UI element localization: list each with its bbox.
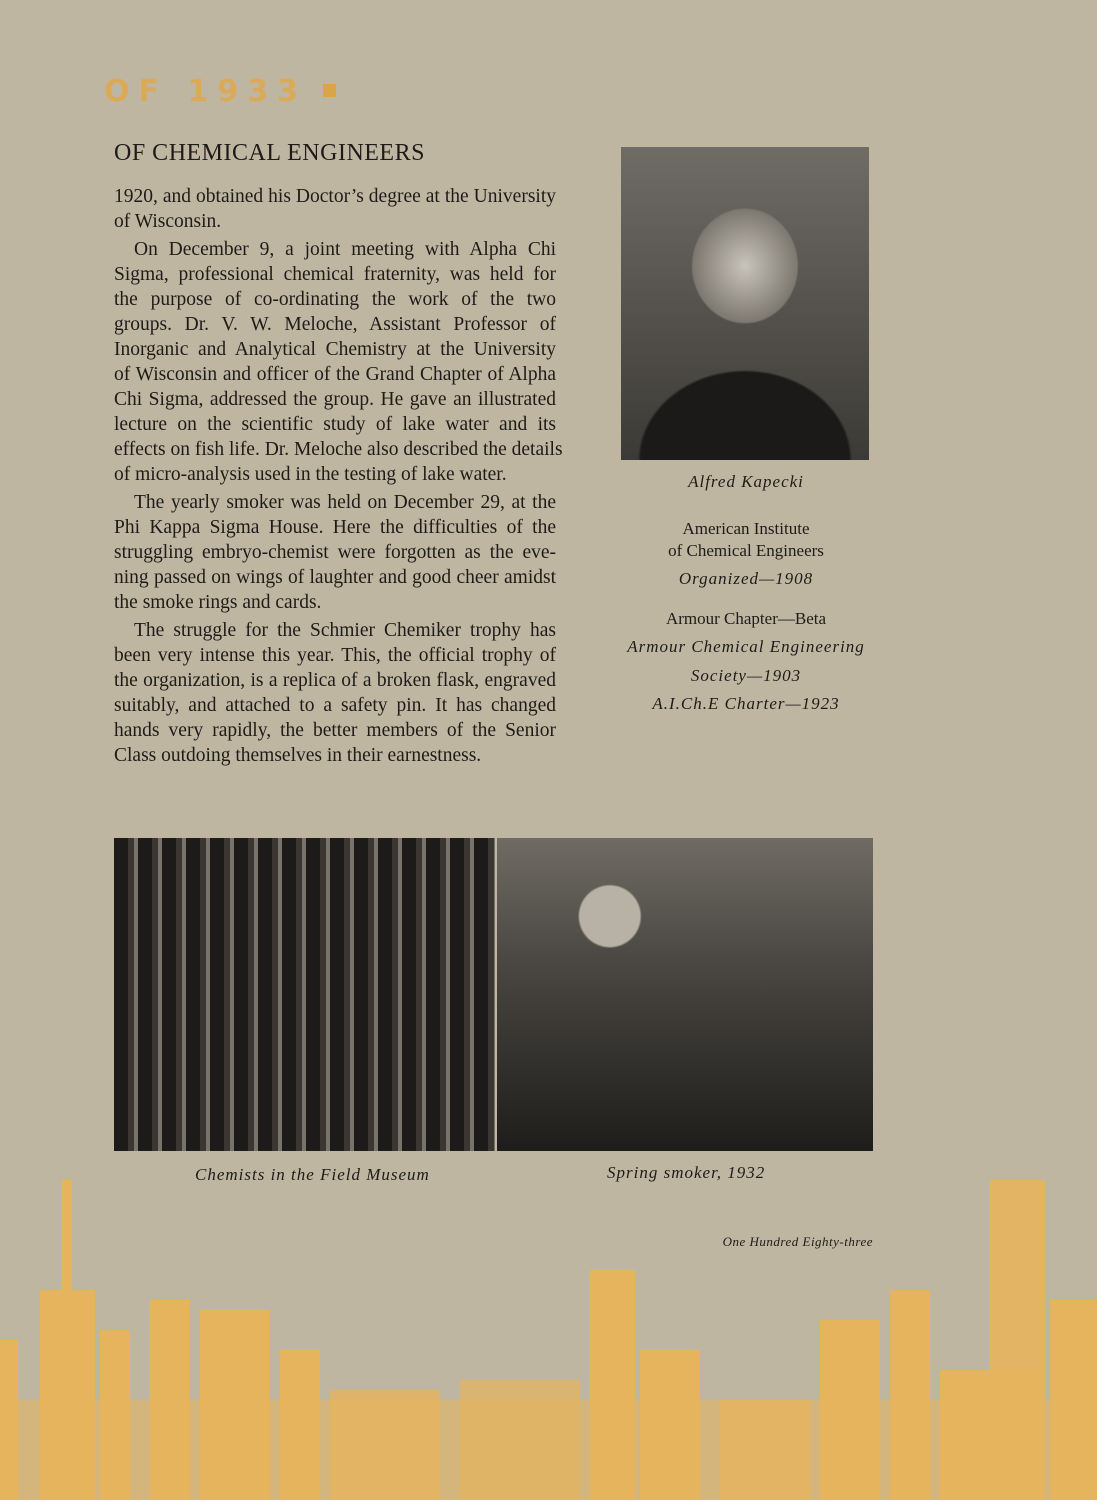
page-title: OF CHEMICAL ENGINEERS bbox=[114, 140, 425, 166]
text-line: the organization, is a replica of a broken flask, engraved bbox=[114, 670, 556, 691]
society-line-1: Armour Chemical Engineering bbox=[627, 637, 865, 656]
text-line: suitably, and attached to a safety pin. It has changed bbox=[114, 695, 556, 716]
body-text bbox=[114, 184, 563, 771]
text-line: Chi Sigma, addressed the group. He gave an illustrated bbox=[114, 389, 556, 410]
charter: A.I.Ch.E Charter—1923 bbox=[652, 694, 840, 713]
paragraph bbox=[114, 237, 563, 487]
organized-date: Organized—1908 bbox=[678, 569, 814, 588]
text-line: The struggle for the Schmier Chemiker trophy has bbox=[134, 620, 556, 641]
left-photo-caption: Chemists in the Field Museum bbox=[195, 1165, 430, 1184]
text-line: struggling embryo-chemist were forgotten as the eve- bbox=[114, 542, 556, 563]
text-line: of micro-analysis used in the testing of lake water. bbox=[114, 464, 507, 485]
paragraph bbox=[114, 184, 556, 234]
text-line: the smoke rings and cards. bbox=[114, 592, 322, 613]
text-line: of Wisconsin. bbox=[114, 211, 222, 232]
org-line-2: of Chemical Engineers bbox=[668, 541, 824, 560]
text-line: Phi Kappa Sigma House. Here the difficulties of the bbox=[114, 517, 556, 538]
text-line: Class outdoing themselves in their earnestness. bbox=[114, 745, 482, 766]
text-line: On December 9, a joint meeting with Alpha Chi bbox=[134, 239, 556, 260]
text-line: groups. Dr. V. W. Meloche, Assistant Professor of bbox=[114, 314, 556, 335]
portrait-photo bbox=[621, 147, 869, 460]
text-line: of Wisconsin and officer of the Grand Chapter of Alpha bbox=[114, 364, 556, 385]
page-number: One Hundred Eighty-three bbox=[722, 1234, 873, 1249]
text-line: been very intense this year. This, the official trophy of bbox=[114, 645, 556, 666]
text-line: Sigma, professional chemical fraternity, was held for bbox=[114, 264, 556, 285]
text-line: lecture on the scientific study of lake water and its bbox=[114, 414, 556, 435]
text-line: ning passed on wings of laughter and good cheer amidst bbox=[114, 567, 556, 588]
paragraph bbox=[114, 618, 556, 768]
skyline-illustration bbox=[0, 1180, 1097, 1500]
text-line: Inorganic and Analytical Chemistry at the University bbox=[114, 339, 556, 360]
square-ornament bbox=[323, 84, 336, 97]
text-line: 1920, and obtained his Doctor’s degree at the University bbox=[114, 186, 556, 207]
running-head-text: OF 1933 bbox=[104, 74, 307, 109]
org-line-1: American Institute bbox=[682, 519, 810, 538]
paragraph bbox=[114, 490, 556, 615]
spring-smoker-photo bbox=[497, 838, 873, 1151]
right-photo-caption: Spring smoker, 1932 bbox=[607, 1163, 766, 1182]
text-line: effects on fish life. Dr. Meloche also described the details bbox=[114, 439, 563, 460]
field-museum-photo bbox=[114, 838, 495, 1151]
text-line: The yearly smoker was held on December 29, at the bbox=[134, 492, 556, 513]
portrait-caption: Alfred Kapecki bbox=[688, 472, 804, 491]
running-head bbox=[104, 74, 336, 109]
chapter: Armour Chapter—Beta bbox=[665, 609, 827, 628]
text-line: hands very rapidly, the better members of the Senior bbox=[114, 720, 556, 741]
text-line: the purpose of co-ordinating the work of the two bbox=[114, 289, 556, 310]
society-line-2: Society—1903 bbox=[690, 666, 802, 685]
